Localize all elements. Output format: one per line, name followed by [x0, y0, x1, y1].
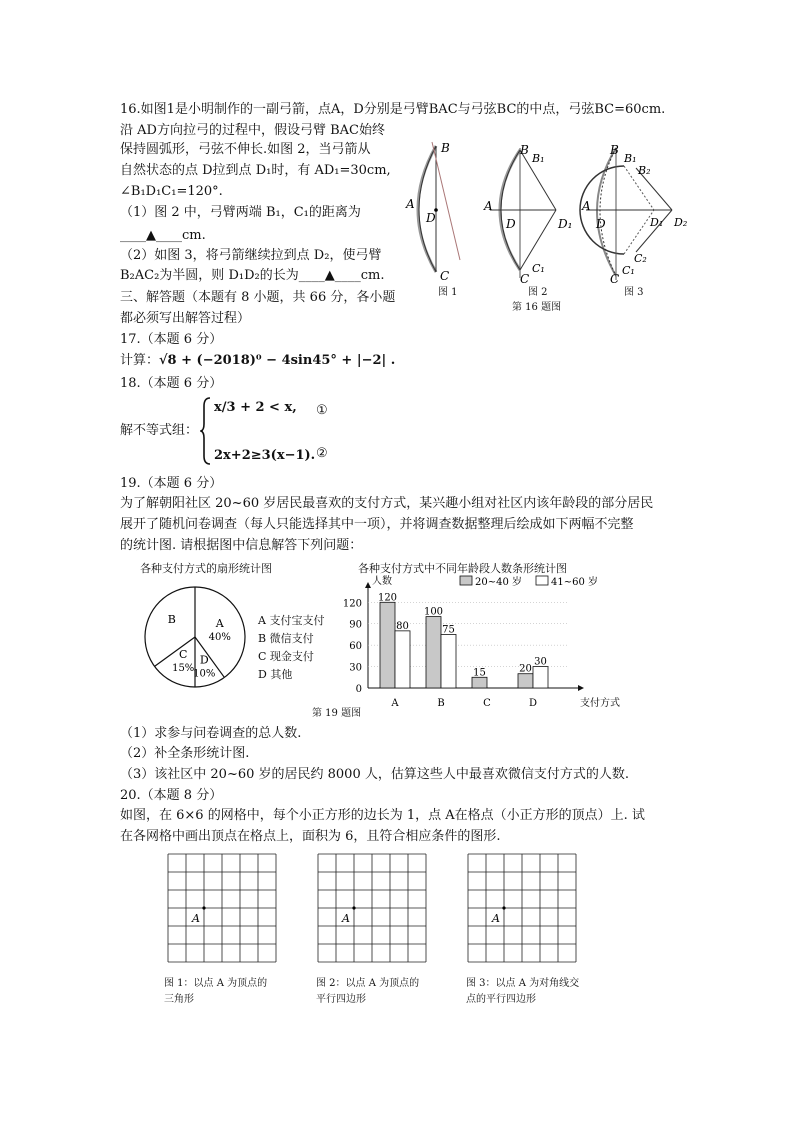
bar-ytick-60: 60 — [349, 641, 362, 653]
q16-figure-2 — [483, 143, 572, 286]
svg-text:B: B — [441, 141, 450, 155]
bar-d-series0-label: 20 — [519, 663, 532, 675]
pie-slice-c-percent: 15% — [172, 663, 195, 675]
q19-title: 19.（本题 6 分） — [120, 476, 223, 491]
svg-text:B: B — [610, 143, 619, 157]
q19-sub1: （1）求参与问卷调查的总人数. — [120, 726, 302, 741]
q20-caption-3-line1: 图 3：以点 A 为对角线交 — [466, 978, 580, 989]
q19-sub2: （2）补全条形统计图. — [120, 746, 250, 761]
pie-slice-d-label: D — [199, 653, 209, 667]
q17-line — [120, 351, 395, 370]
q16-figure-1 — [405, 141, 460, 283]
bar-xtick-a: A — [391, 698, 399, 709]
grid-point-a-label: A — [342, 912, 350, 925]
svg-text:C: C — [610, 272, 620, 286]
svg-text:A: A — [484, 199, 493, 213]
q20-grid-3[interactable] — [466, 852, 578, 964]
bar-xtick-d: D — [528, 698, 538, 709]
pie-slice-a-label: A — [215, 616, 224, 630]
bar-a-series1-label: 80 — [396, 620, 409, 632]
bar-ytick-30: 30 — [349, 662, 362, 674]
pie-legend-d: D 其他 — [258, 668, 293, 681]
svg-text:C₁: C₁ — [622, 264, 635, 277]
q20-caption-3-line2: 点的平行四边形 — [466, 994, 536, 1005]
q16-sub1a: （1）图 2 中，弓臂两端 B₁，C₁的距离为 — [120, 205, 361, 220]
bar-a-series0-label: 120 — [377, 592, 398, 604]
bar-legend-label-1: 41~60 岁 — [551, 577, 599, 588]
bar-a-series0 — [380, 602, 395, 688]
q19-line1: 为了解朝阳社区 20~60 岁居民最喜欢的支付方式，某兴趣小组对社区内该年龄段的部分居民 — [120, 496, 654, 511]
q16-line4: 自然状态的点 D拉到点 D₁时，有 AD₁=30cm, — [120, 163, 391, 178]
bar-d-series1 — [533, 667, 548, 688]
bar-xlabel: 支付方式 — [580, 698, 620, 709]
grid-point-a — [352, 906, 355, 909]
bar-xtick-b: B — [437, 698, 445, 709]
bar-b-series0 — [426, 617, 441, 688]
svg-text:C: C — [440, 269, 450, 283]
q16-figure-3 — [580, 143, 687, 286]
q18-mark-2: ② — [316, 446, 328, 461]
q16-fig3-label: 图 3 — [624, 287, 644, 298]
bar-legend-swatch-1 — [536, 576, 548, 585]
q18-inequality-2: 2x+2≥3(x−1). — [214, 448, 316, 463]
bar-c-series0-label: 15 — [473, 667, 486, 679]
grid-point-a — [202, 906, 205, 909]
svg-text:B: B — [520, 143, 529, 157]
grid-point-a — [502, 906, 505, 909]
q16-sub1b: ____▲____cm. — [120, 228, 206, 243]
q18-inequality-1: x/3 + 2 < x, — [214, 400, 297, 415]
bar-c-series0 — [472, 677, 487, 688]
q20-line1: 如图，在 6×6 的网格中，每个小正方形的边长为 1，点 A在格点（小正方形的顶点）上. 试 — [120, 808, 645, 823]
bar-a-series1 — [395, 631, 410, 688]
bar-x-arrow — [578, 685, 584, 691]
q16-sub2b: B₂AC₂为半圆，则 D₁D₂的长为____▲____cm. — [120, 268, 385, 283]
q16-line3: 保持圆弧形，弓弦不伸长.如图 2，当弓箭从 — [120, 142, 371, 157]
pie-chart — [140, 582, 250, 692]
svg-text:A: A — [582, 199, 591, 213]
q18-mark-1: ① — [316, 403, 328, 418]
grid-point-a-label: A — [192, 912, 200, 925]
pie-chart-title: 各种支付方式的扇形统计图 — [140, 562, 272, 575]
q17-title: 17.（本题 6 分） — [120, 332, 223, 347]
svg-text:D: D — [596, 217, 606, 231]
svg-text:D: D — [506, 217, 516, 231]
bar-legend-label-0: 20~40 岁 — [475, 577, 523, 588]
q18-brace — [200, 396, 212, 466]
q20-caption-1-line2: 三角形 — [164, 994, 194, 1005]
svg-text:D: D — [426, 211, 436, 225]
q20-caption-1 — [164, 976, 267, 1008]
pie-slice-d-percent: 10% — [193, 668, 216, 680]
q17-prefix: 计算： — [120, 353, 160, 368]
q19-line2: 展开了随机问卷调查（每人只能选择其中一项），并将调查数据整理后绘成如下两幅不完整 — [120, 517, 634, 532]
bar-ylabel: 人数 — [372, 576, 392, 587]
bar-chart-title: 各种支付方式中不同年龄段人数条形统计图 — [358, 562, 567, 575]
section3-line1: 三、解答题（本题有 8 小题，共 66 分，各小题 — [120, 290, 396, 305]
bar-ytick-0: 0 — [355, 684, 362, 695]
svg-text:B₁: B₁ — [624, 152, 637, 165]
q20-title: 20.（本题 8 分） — [120, 788, 223, 803]
q20-grid-2[interactable] — [316, 852, 428, 964]
q16-line1: 16.如图1是小明制作的一副弓箭，点A，D分别是弓臂BAC与弓弦BC的中点，弓弦BC=60cm. — [120, 102, 666, 117]
svg-text:D₂: D₂ — [674, 216, 688, 229]
q19-line3: 的统计图. 请根据图中信息解答下列问题： — [120, 538, 363, 553]
q20-caption-2-line2: 平行四边形 — [316, 994, 366, 1005]
bar-chart — [338, 572, 628, 712]
pie-legend-b: B 微信支付 — [258, 632, 314, 645]
svg-text:C: C — [520, 272, 530, 286]
q19-fig-caption: 第 19 题图 — [312, 708, 362, 719]
q20-grid-1[interactable] — [166, 852, 278, 964]
q16-fig2-label: 图 2 — [528, 287, 548, 298]
pie-legend-c: C 现金支付 — [258, 650, 314, 663]
bar-legend-swatch-0 — [460, 576, 472, 585]
q16-line2: 沿 AD方向拉弓的过程中，假设弓臂 BAC始终 — [120, 123, 385, 138]
q20-caption-1-line1: 图 1：以点 A 为顶点的 — [164, 978, 268, 989]
q18-prefix: 解不等式组： — [120, 423, 199, 438]
bar-d-series1-label: 30 — [534, 656, 547, 668]
svg-text:D₁: D₁ — [650, 216, 664, 229]
bar-xtick-c: C — [483, 698, 491, 709]
svg-text:C₁: C₁ — [532, 262, 545, 275]
svg-text:B₁: B₁ — [532, 152, 545, 165]
svg-text:D₁: D₁ — [558, 217, 573, 231]
svg-text:A: A — [406, 197, 415, 211]
bar-b-series0-label: 100 — [423, 606, 444, 618]
q16-fig-caption: 第 16 题图 — [512, 302, 562, 313]
section3-line2: 都必须写出解答过程） — [120, 311, 251, 326]
grid-point-a-label: A — [492, 912, 500, 925]
q20-caption-3 — [466, 976, 579, 1008]
q18-title: 18.（本题 6 分） — [120, 376, 223, 391]
q20-line2: 在各网格中画出顶点在格点上，面积为 6，且符合相应条件的图形. — [120, 829, 501, 844]
pie-legend-a: A 支付宝支付 — [258, 614, 325, 627]
svg-text:B₂: B₂ — [638, 164, 651, 177]
q16-fig1-label: 图 1 — [438, 287, 458, 298]
bar-b-series1 — [441, 634, 456, 688]
q17-expression: √8 + (−2018)⁰ − 4sin45° + |−2| . — [159, 353, 396, 368]
bar-y-arrow — [365, 582, 371, 588]
q20-caption-2 — [316, 976, 419, 1008]
q16-line5: ∠B₁D₁C₁=120°. — [120, 184, 223, 199]
q16-sub2a: （2）如图 3，将弓箭继续拉到点 D₂，使弓臂 — [120, 248, 382, 263]
svg-text:C₂: C₂ — [634, 252, 647, 265]
bar-d-series0 — [518, 674, 533, 688]
q20-caption-2-line1: 图 2：以点 A 为顶点的 — [316, 978, 420, 989]
pie-legend — [258, 612, 324, 684]
bar-b-series1-label: 75 — [442, 624, 455, 636]
bar-ytick-90: 90 — [349, 619, 362, 631]
bar-ytick-120: 120 — [342, 598, 362, 610]
pie-slice-a-percent: 40% — [208, 631, 231, 643]
q19-sub3: （3）该社区中 20~60 岁的居民约 8000 人，估算这些人中最喜欢微信支付方式的人数. — [120, 767, 629, 782]
pie-slice-c-label: C — [178, 648, 188, 662]
pie-slice-b-label: B — [167, 613, 176, 627]
